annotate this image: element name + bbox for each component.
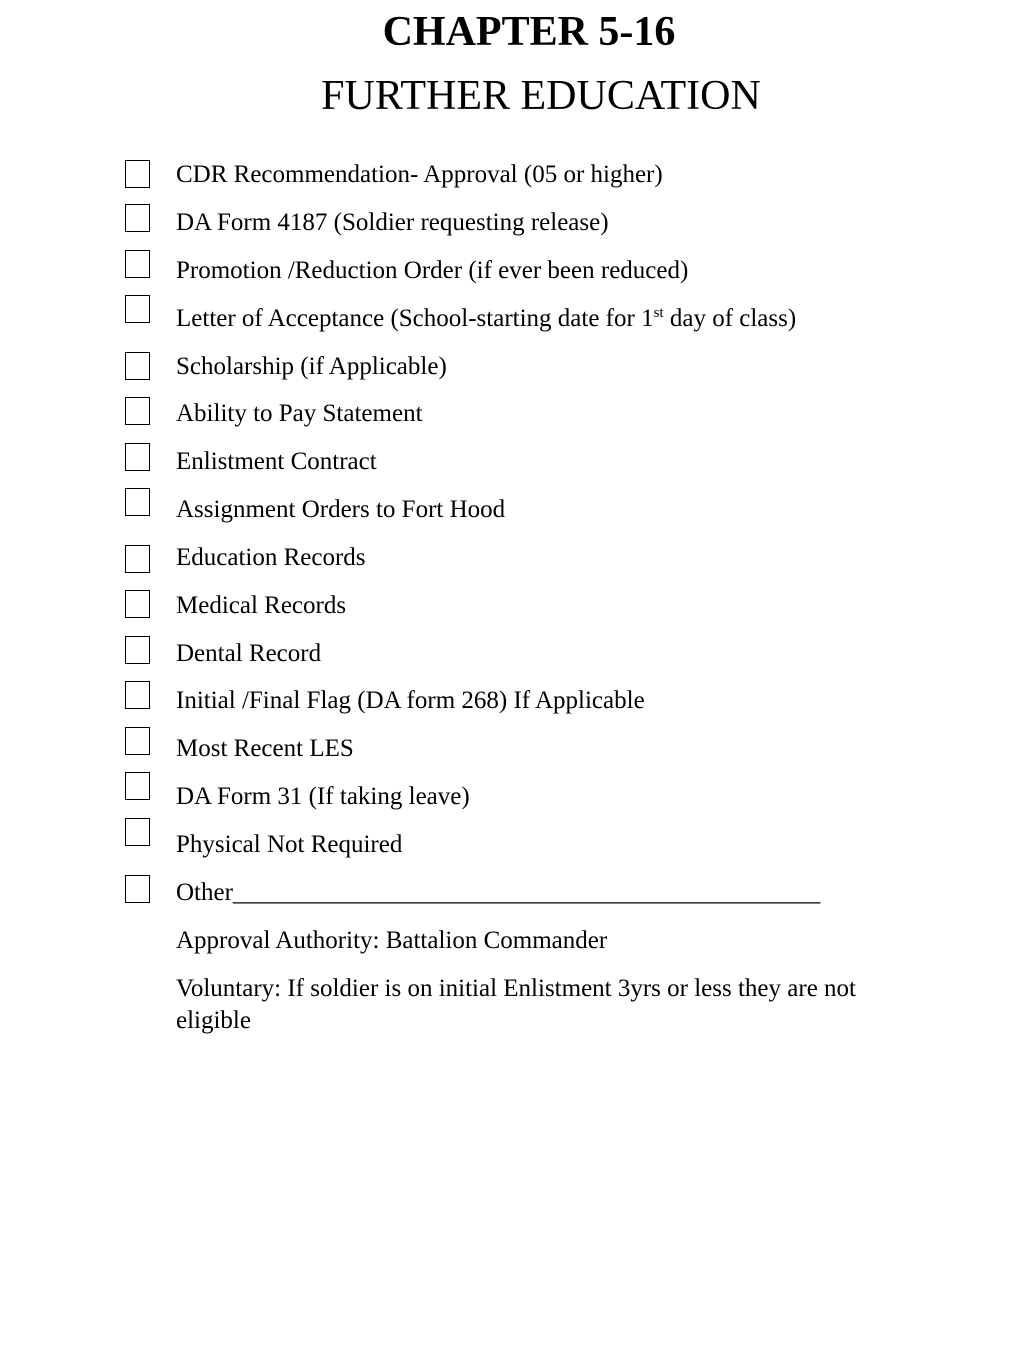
checklist-item-label: Scholarship (if Applicable) (176, 353, 447, 380)
page-title: CHAPTER 5-16 (382, 9, 676, 55)
checkbox[interactable] (125, 204, 150, 232)
checklist-item (0, 681, 1024, 727)
checklist-item-label: CDR Recommendation- Approval (05 or higher) (176, 161, 663, 188)
checkbox[interactable] (125, 772, 150, 800)
checklist-item (0, 250, 1024, 296)
checkbox[interactable] (125, 488, 150, 516)
page-subtitle: FURTHER EDUCATION (321, 73, 761, 119)
voluntary-note: Voluntary: If soldier is on initial Enlistment 3yrs or less they are not eligible (176, 975, 856, 1034)
checklist-item-label: Dental Record (176, 640, 322, 667)
checklist-item (0, 545, 1024, 591)
checklist-item (0, 443, 1024, 489)
checkbox[interactable] (125, 590, 150, 618)
checklist-item (0, 818, 1024, 864)
checkbox[interactable] (125, 250, 150, 278)
checklist-item-label: Education Records (176, 544, 366, 571)
checklist-item (0, 590, 1024, 636)
approval-authority-note: Approval Authority: Battalion Commander (176, 927, 608, 954)
checkbox[interactable] (125, 545, 150, 573)
checklist-item (0, 488, 1024, 534)
checkbox[interactable] (125, 295, 150, 323)
checklist-item-label: Physical Not Required (176, 831, 403, 858)
checkbox[interactable] (125, 397, 150, 425)
checklist-item-label-other: Other_______________________________________________ (176, 879, 821, 906)
checklist-item (0, 875, 1024, 921)
checklist-item (0, 727, 1024, 773)
checklist-item (0, 204, 1024, 250)
checklist-item (0, 636, 1024, 682)
checkbox[interactable] (125, 160, 150, 188)
checklist-item-label: Ability to Pay Statement (176, 400, 423, 427)
checklist-item-label: Promotion /Reduction Order (if ever been reduced) (176, 257, 689, 284)
checklist-item-label: Initial /Final Flag (DA form 268) If Applicable (176, 687, 645, 714)
checklist-item (0, 397, 1024, 443)
checkbox[interactable] (125, 681, 150, 709)
checkbox[interactable] (125, 443, 150, 471)
checklist-item-label: Assignment Orders to Fort Hood (176, 496, 506, 523)
checkbox[interactable] (125, 727, 150, 755)
checklist-item-label: DA Form 31 (If taking leave) (176, 783, 470, 810)
checklist-item-label: Letter of Acceptance (School-starting date for 1st day of class) (176, 305, 797, 332)
checklist-item-label: Most Recent LES (176, 735, 354, 762)
checklist-item (0, 295, 1024, 341)
checkbox[interactable] (125, 818, 150, 846)
checkbox[interactable] (125, 352, 150, 380)
checklist-item-label: Enlistment Contract (176, 448, 377, 475)
checklist-item-label: Medical Records (176, 592, 347, 619)
checklist-item-label: DA Form 4187 (Soldier requesting release) (176, 209, 609, 236)
checklist-item (0, 352, 1024, 398)
checklist-item (0, 772, 1024, 818)
checklist-item (0, 159, 1024, 205)
checkbox[interactable] (125, 636, 150, 664)
checkbox[interactable] (125, 875, 150, 903)
